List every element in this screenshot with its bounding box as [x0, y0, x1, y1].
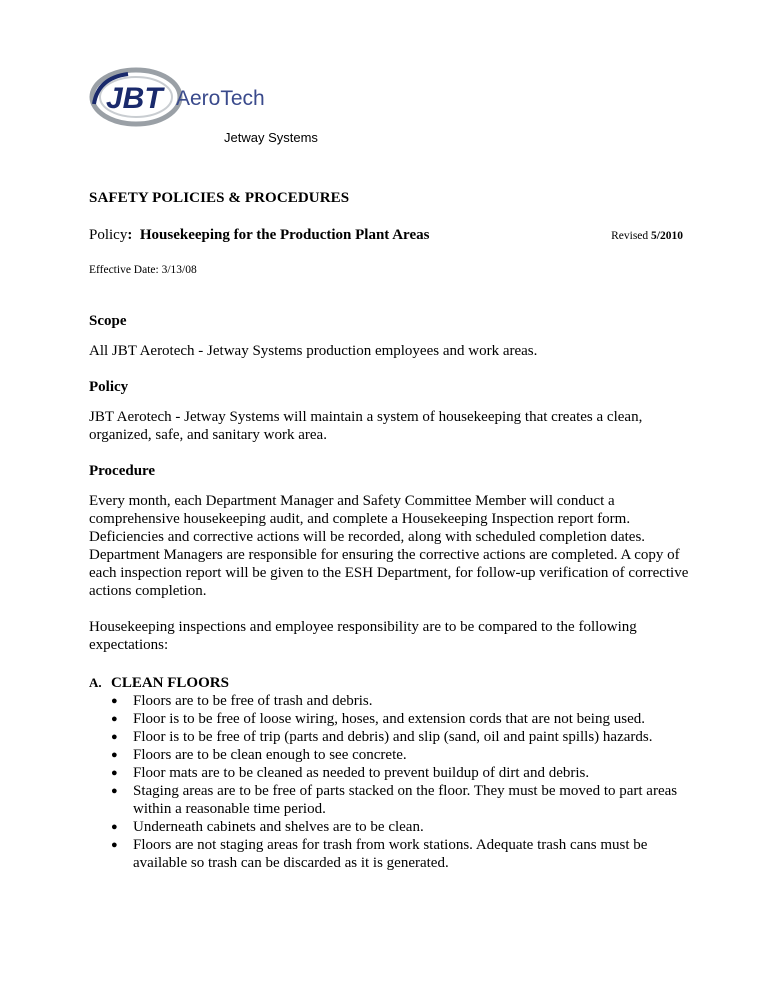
procedure-text-2: Housekeeping inspections and employee responsibility are to be compared to the following expectations:	[89, 619, 637, 653]
revised-value: 5/2010	[651, 230, 683, 242]
svg-text:JBT: JBT	[106, 82, 163, 115]
policy-heading: Policy	[89, 379, 129, 395]
scope-heading: Scope	[89, 313, 127, 329]
document-body	[89, 312, 689, 872]
list-item: ● Floors are to be free of trash and debris.	[111, 692, 689, 710]
effective-date: Effective Date: 3/13/08	[89, 264, 197, 276]
list-item: ● Floor is to be free of loose wiring, hoses, and extension cords that are not being used.	[111, 710, 689, 728]
list-item: ● Floor mats are to be cleaned as needed to prevent buildup of dirt and debris.	[111, 764, 689, 782]
policy-title: Housekeeping for the Production Plant Areas	[139, 227, 430, 243]
list-item: ● Floors are not staging areas for trash from work stations. Adequate trash cans must be available so trash can be discarded as it is generated.	[111, 836, 689, 872]
document-title: SAFETY POLICIES & PROCEDURES	[89, 190, 350, 206]
svg-text:AeroTech: AeroTech	[176, 87, 265, 110]
policy-label: Policy	[89, 227, 128, 243]
section-heading	[89, 674, 689, 692]
procedure-heading: Procedure	[89, 463, 156, 479]
company-subtitle: Jetway Systems	[224, 130, 318, 145]
policy-text: JBT Aerotech - Jetway Systems will maintain a system of housekeeping that creates a clean, organized, safe, and sanitary work area.	[89, 409, 643, 443]
section-letter: A.	[89, 675, 102, 690]
procedure-text: Every month, each Department Manager and Safety Committee Member will conduct a comprehensive housekeeping audit, and complete a Housekeeping Inspection report form. Deficiencies and corrective actions will be recorded, along with scheduled completion dates. Department Managers are responsible for ensuring the corrective actions are completed. A copy of each inspection report will be given to the ESH Department, for follow-up verification of corrective actions completion.	[89, 493, 689, 599]
revised-label: Revised	[611, 230, 649, 242]
section-title: CLEAN FLOORS	[111, 675, 229, 691]
list-item: ● Floors are to be clean enough to see concrete.	[111, 746, 689, 764]
section-clean-floors	[89, 674, 689, 872]
policy-line	[89, 227, 683, 244]
revised-date	[611, 230, 683, 242]
list-item: ● Staging areas are to be free of parts stacked on the floor. They must be moved to part areas within a reasonable time period.	[111, 782, 689, 818]
scope-text: All JBT Aerotech - Jetway Systems production employees and work areas.	[89, 343, 538, 359]
bullet-list	[89, 692, 689, 872]
list-item: ● Floor is to be free of trip (parts and debris) and slip (sand, oil and paint spills) hazards.	[111, 728, 689, 746]
policy-colon: :	[127, 227, 133, 243]
jbt-aerotech-logo	[88, 66, 268, 132]
list-item: ● Underneath cabinets and shelves are to be clean.	[111, 818, 689, 836]
